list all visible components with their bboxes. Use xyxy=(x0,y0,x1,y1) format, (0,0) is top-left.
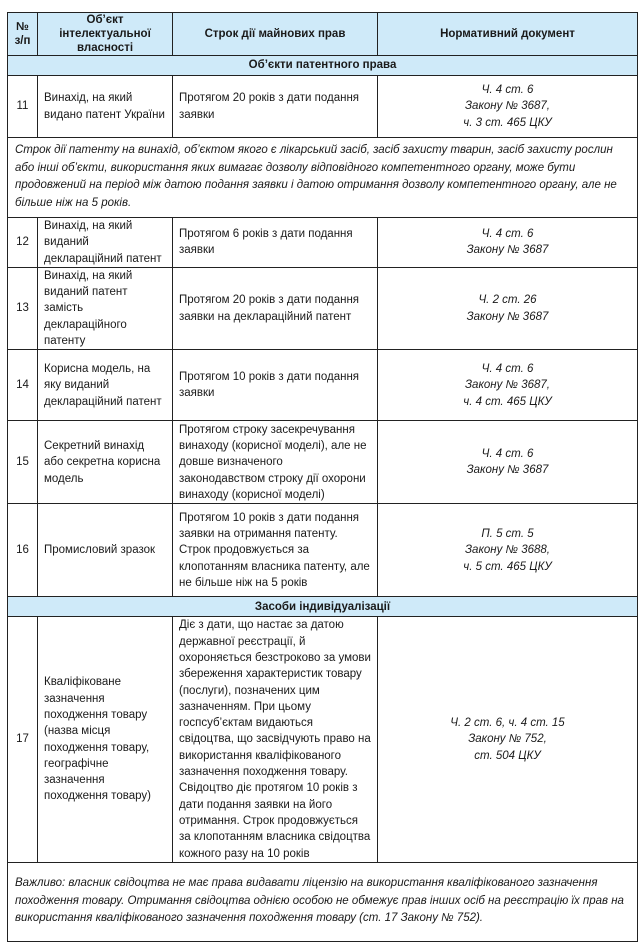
header-term: Строк дії майнових прав xyxy=(173,13,378,56)
row-term: Протягом 6 років з дати подання заявки xyxy=(173,218,378,268)
section-row-patent xyxy=(8,56,638,76)
row-num: 17 xyxy=(8,617,38,862)
row-object: Винахід, на який виданий патент замість деклараційного патенту xyxy=(38,267,173,349)
row-doc: Ч. 4 ст. 6 Закону № 3687 xyxy=(378,218,638,268)
row-num: 15 xyxy=(8,421,38,504)
table-row xyxy=(8,421,638,504)
note-text: Строк дії патенту на винахід, об’єктом якого є лікарський засіб, засіб захисту тварин, засіб захисту рослин або інші об’єкти, використання яких вимагає дозволу відповідного компетентного органу, може бути продовжений на період між датою подання заявки і датою отримання дозволу компетентного органу, але не більше ніж на 5 років. xyxy=(8,138,638,218)
table-row xyxy=(8,76,638,138)
ip-rights-table xyxy=(7,12,638,942)
header-doc: Нормативний документ xyxy=(378,13,638,56)
row-num: 16 xyxy=(8,504,38,597)
header-object: Об’єкт інтелектуальної власності xyxy=(38,13,173,56)
row-num: 14 xyxy=(8,350,38,421)
note-text: Важливо: власник свідоцтва не має права видавати ліцензію на використання кваліфікованого зазначення походження товару. Отримання свідоцтва однією особою не обмежує прав інших осіб на реєстрацію їх прав на використання кваліфікованого зазначення походження товару (ст. 17 Закону № 752). xyxy=(8,862,638,941)
row-term: Діє з дати, що настає за датою державної реєстрації, й охороняється безстроково за умови збереження характеристик товару (послуги), позначених цим зазначенням. При цьому госпсуб’єктам видаються свідоцтва, що засвідчують право на використання кваліфікованого зазначення походження товару. Свідоцтво діє протягом 10 років з дати подання заявки на його отримання. Строк продовжується за клопотанням власника свідоцтва кожного разу на 10 років xyxy=(173,617,378,862)
row-term: Протягом строку засекречування винаходу (корисної моделі), але не довше визначеного законодавством строку дії охорони винаходу (корисної моделі) xyxy=(173,421,378,504)
header-num: № з/п xyxy=(8,13,38,56)
row-num: 13 xyxy=(8,267,38,349)
row-doc: П. 5 ст. 5 Закону № 3688, ч. 5 ст. 465 ЦКУ xyxy=(378,504,638,597)
row-doc: Ч. 4 ст. 6 Закону № 3687 xyxy=(378,421,638,504)
note-row xyxy=(8,862,638,941)
row-object: Кваліфіковане зазначення походження товару (назва місця походження товару, географічне зазначення походження товару) xyxy=(38,617,173,862)
row-object: Корисна модель, на яку виданий деклараційний патент xyxy=(38,350,173,421)
note-row xyxy=(8,138,638,218)
table-row xyxy=(8,218,638,268)
row-object: Винахід, на який видано патент України xyxy=(38,76,173,138)
row-doc: Ч. 2 ст. 26 Закону № 3687 xyxy=(378,267,638,349)
table-row xyxy=(8,504,638,597)
row-term: Протягом 20 років з дати подання заявки xyxy=(173,76,378,138)
row-num: 12 xyxy=(8,218,38,268)
row-object: Промисловий зразок xyxy=(38,504,173,597)
row-object: Секретний винахід або секретна корисна модель xyxy=(38,421,173,504)
row-doc: Ч. 4 ст. 6 Закону № 3687, ч. 3 ст. 465 ЦКУ xyxy=(378,76,638,138)
row-object: Винахід, на який виданий деклараційний патент xyxy=(38,218,173,268)
table-row xyxy=(8,350,638,421)
row-doc: Ч. 2 ст. 6, ч. 4 ст. 15 Закону № 752, ст. 504 ЦКУ xyxy=(378,617,638,862)
section-title: Об’єкти патентного права xyxy=(8,56,638,76)
table-row xyxy=(8,617,638,862)
row-term: Протягом 20 років з дати подання заявки на деклараційний патент xyxy=(173,267,378,349)
row-term: Протягом 10 років з дати подання заявки xyxy=(173,350,378,421)
row-term: Протягом 10 років з дати подання заявки на отримання патенту. Строк продовжується за клопотанням власника патенту, але не більше ніж на 5 років xyxy=(173,504,378,597)
row-doc: Ч. 4 ст. 6 Закону № 3687, ч. 4 ст. 465 ЦКУ xyxy=(378,350,638,421)
section-row-individualization xyxy=(8,597,638,617)
table-header-row xyxy=(8,13,638,56)
row-num: 11 xyxy=(8,76,38,138)
table-row xyxy=(8,267,638,349)
section-title: Засоби індивідуалізації xyxy=(8,597,638,617)
